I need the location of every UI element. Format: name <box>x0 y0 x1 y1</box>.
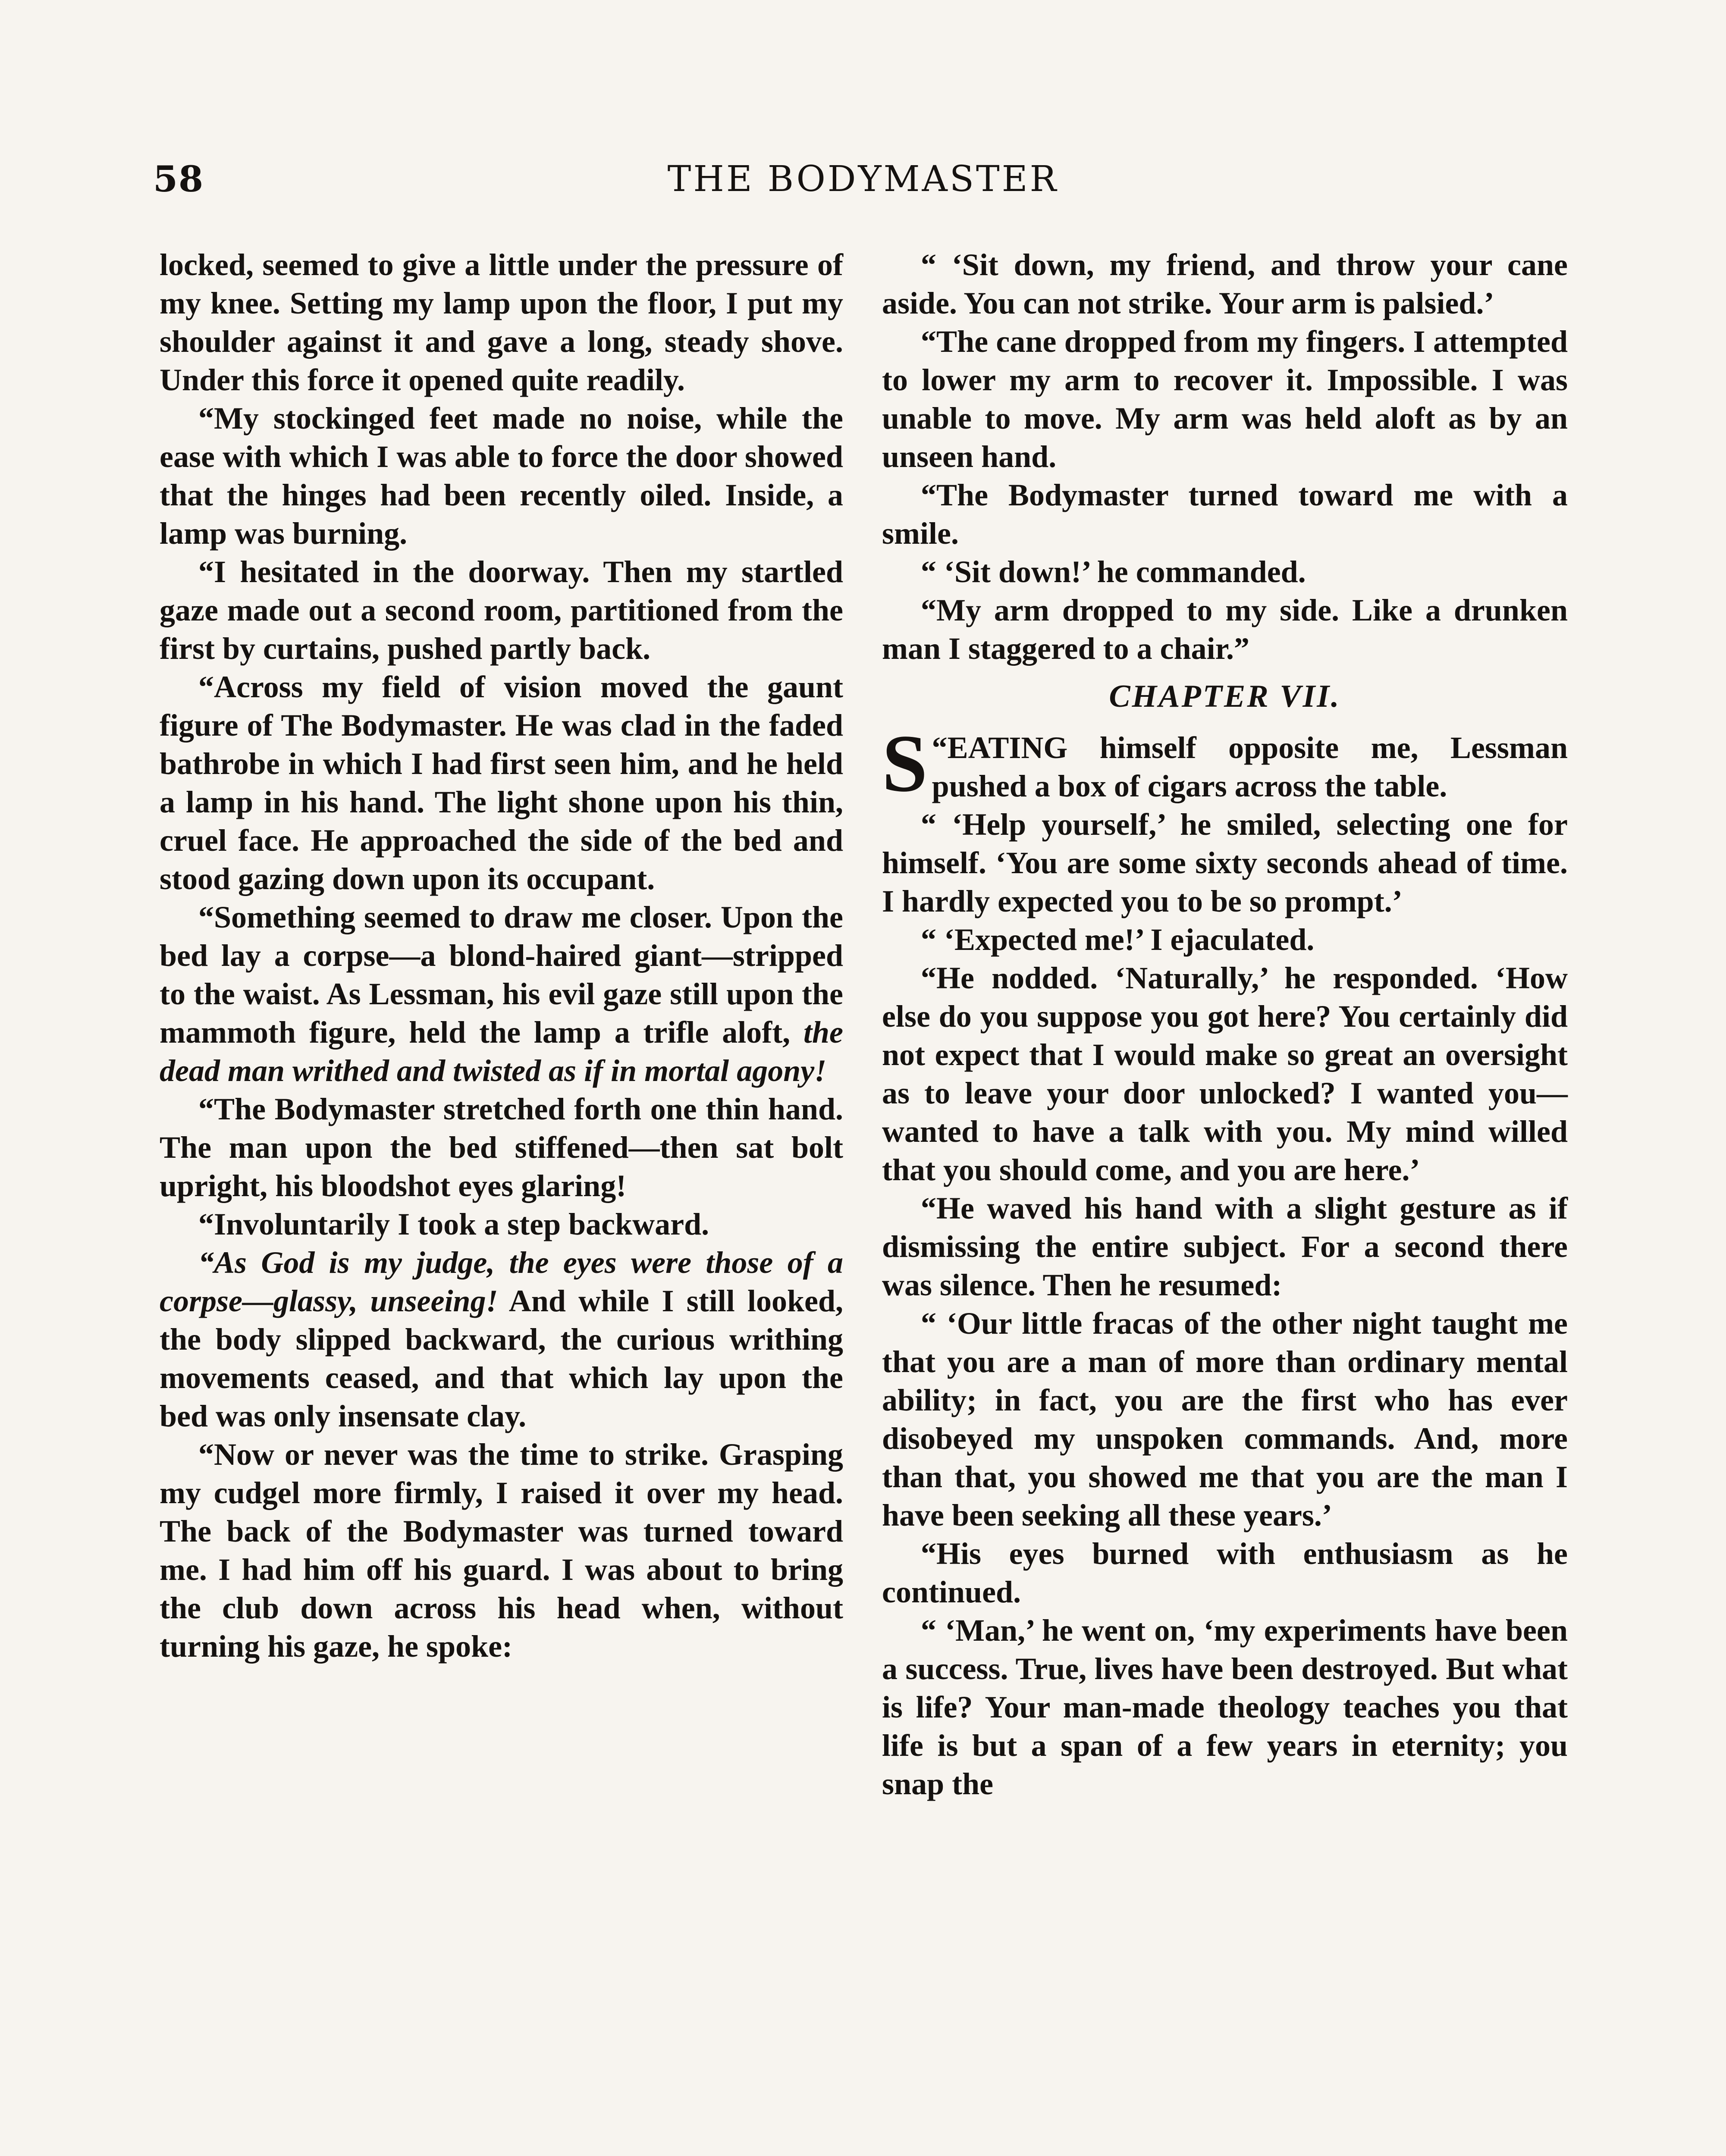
italic-emphasis: “As God is my judge, the eyes were those of a corpse—glassy, unseeing! <box>160 1245 843 1318</box>
paragraph <box>160 898 843 1090</box>
paragraph: “He waved his hand with a slight gesture as if dismissing the entire subject. For a second there was silence. Then he resumed: <box>882 1191 1568 1302</box>
chapter-heading: CHAPTER VII. <box>1109 679 1341 714</box>
paragraph: “His eyes burned with enthusiasm as he continued. <box>882 1536 1568 1609</box>
paragraph: “I hesitated in the doorway. Then my startled gaze made out a second room, partitioned from the first by curtains, pushed partly back. <box>160 555 843 666</box>
paragraph: “The Bodymaster stretched forth one thin hand. The man upon the bed stiffened—then sat bolt upright, his bloodshot eyes glaring! <box>160 1092 843 1203</box>
paragraph-text: EATING himself opposite me, Lessman pushed a box of cigars across the table. <box>932 730 1568 803</box>
paragraph: “The cane dropped from my fingers. I attempted to lower my arm to recover it. Impossible. I was unable to move. My arm was held aloft as by an unseen hand. <box>882 324 1568 474</box>
paragraph: “Now or never was the time to strike. Grasping my cudgel more firmly, I raised it over my head. The back of the Bodymaster was turned toward me. I had him off his guard. I was about to bring the club down across his head when, without turning his gaze, he spoke: <box>160 1437 843 1664</box>
running-title: THE BODYMASTER <box>667 159 1059 200</box>
paragraph-text: “Something seemed to draw me closer. Upon the bed lay a corpse—a blond-haired giant—stripped to the waist. As Lessman, his evil gaze still upon the mammoth figure, held the lamp a trifle aloft, <box>160 900 843 1050</box>
opening-quote: “ <box>932 730 948 765</box>
paragraph: “My stockinged feet made no noise, while the ease with which I was able to force the door showed that the hinges had been recently oiled. Inside, a lamp was burning. <box>160 401 843 551</box>
paragraph: “The Bodymaster turned toward me with a smile. <box>882 478 1568 551</box>
paragraph: “ ‘Our little fracas of the other night taught me that you are a man of more than ordinary mental ability; in fact, you are the first who has ever disobeyed my unspoken commands. And, more than that, you showed me that you are the man I have been seeking all these years.’ <box>882 1306 1568 1532</box>
italic-emphasis: the dead man writhed and twisted as if in mortal agony! <box>160 1015 844 1088</box>
chapter-opening-paragraph <box>882 718 1568 809</box>
page-header <box>153 159 1573 219</box>
paragraph: “Across my field of vision moved the gaunt figure of The Bodymaster. He was clad in the faded bathrobe in which I had first seen him, and he held a lamp in his hand. The light shone upon his thin, cruel face. He approached the side of the bed and stood gazing down upon its occupant. <box>160 670 843 896</box>
drop-cap: S <box>882 718 928 809</box>
paragraph: “My arm dropped to my side. Like a drunken man I staggered to a chair.” <box>882 593 1568 666</box>
paragraph: “Involuntarily I took a step backward. <box>198 1207 709 1241</box>
paragraph: “ ‘Sit down, my friend, and throw your cane aside. You can not strike. Your arm is palsied.’ <box>882 248 1568 320</box>
right-column <box>882 246 1568 1803</box>
paragraph <box>160 1244 843 1435</box>
paragraph-text: And while I still looked, the body slipped backward, the curious writhing movements ceased, and that which lay upon the bed was only insensate clay. <box>160 1284 843 1433</box>
paragraph: locked, seemed to give a little under the pressure of my knee. Setting my lamp upon the floor, I put my shoulder against it and gave a long, steady shove. Under this force it opened quite readily. <box>160 248 843 397</box>
page-number: 58 <box>153 159 204 200</box>
paragraph: “ ‘Help yourself,’ he smiled, selecting one for himself. ‘You are some sixty seconds ahead of time. I hardly expected you to be so prompt.’ <box>882 807 1568 918</box>
paragraph: “ ‘Man,’ he went on, ‘my experiments have been a success. True, lives have been destroyed. But what is life? Your man-made theology teaches you that life is but a span of a few years in eternity; you snap the <box>882 1613 1568 1801</box>
paragraph: “ ‘Expected me!’ I ejaculated. <box>921 922 1315 957</box>
paragraph: “ ‘Sit down!’ he commanded. <box>921 555 1306 589</box>
paragraph: “He nodded. ‘Naturally,’ he responded. ‘How else do you suppose you got here? You certainly did not expect that I would make so great an oversight as to leave your door unlocked? I wanted you—wanted to have a talk with you. My mind willed that you should come, and you are here.’ <box>882 961 1568 1187</box>
left-column <box>160 246 843 1666</box>
